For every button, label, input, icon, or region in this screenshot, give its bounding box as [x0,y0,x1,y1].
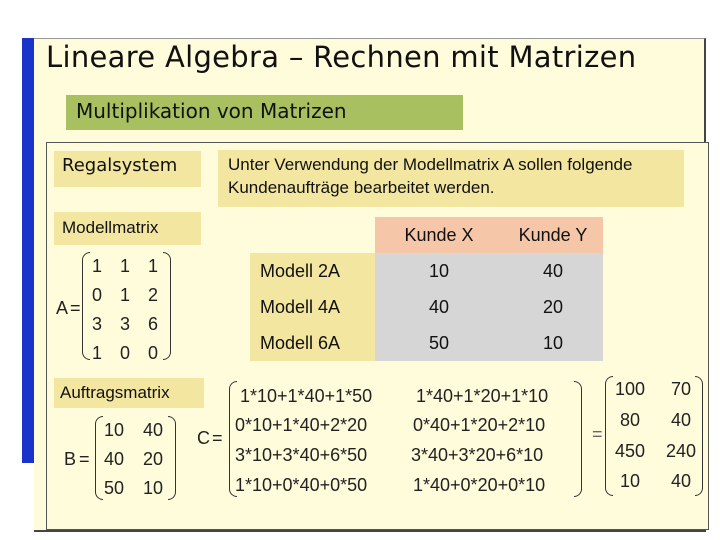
matrix-a-cell: 2 [147,285,158,305]
regalsystem-label: Regalsystem [54,151,201,187]
matrix-c-expression: 0*40+1*20+2*10 [413,415,546,435]
matrix-b-cell: 10 [103,420,125,440]
matrix-b-cell: 40 [103,449,125,469]
accent-bar [22,38,34,463]
matrix-a-cell: 3 [119,314,130,334]
matrix-a-left-bracket [82,252,90,360]
equals-sign: = [592,424,603,444]
matrix-c-expression: 1*40+0*20+0*10 [413,475,546,495]
matrix-a-name: A [56,298,69,318]
order-table-cell: 20 [503,289,603,325]
order-table-row [250,289,603,325]
matrix-c-right-bracket [574,381,582,497]
slide-subtitle: Multiplikation von Matrizen [66,95,463,130]
order-table-header: Kunde Y [503,217,603,253]
equals-sign: = [70,298,81,318]
matrix-b-right-bracket [168,416,176,500]
order-table-cell: 10 [503,325,603,361]
matrix-b-cell: 10 [142,478,164,498]
matrix-c-expression: 3*10+3*40+6*50 [235,445,368,465]
result-cell: 70 [670,379,692,399]
matrix-b-name: B [64,449,77,469]
slide-title: Lineare Algebra – Rechnen mit Matrizen [46,40,637,74]
matrix-a-cell: 0 [119,343,130,363]
matrix-a-cell: 3 [91,314,102,334]
result-cell: 40 [670,471,692,491]
matrix-a-cell: 1 [91,343,102,363]
order-table-row-label: Modell 4A [250,289,375,325]
order-table-header: Kunde X [375,217,503,253]
order-table-corner [250,217,375,253]
order-table [250,217,603,361]
matrix-a-cell: 0 [147,343,158,363]
result-cell: 100 [614,379,646,399]
matrix-c-expression: 1*40+1*20+1*10 [416,386,549,406]
equals-sign: = [212,428,223,448]
result-cell: 450 [614,441,646,461]
order-table-cell: 50 [375,325,503,361]
order-table-cell: 10 [375,253,503,289]
matrix-c-expression: 0*10+1*40+2*20 [235,415,368,435]
matrix-c-expression: 1*10+1*40+1*50 [240,386,373,406]
matrix-a-cell: 6 [147,314,158,334]
matrix-a-cell: 1 [91,256,102,276]
result-cell: 240 [665,441,697,461]
result-cell: 80 [619,410,641,430]
equals-sign: = [79,449,90,469]
order-table-row-label: Modell 2A [250,253,375,289]
intro-text: Unter Verwendung der Modellmatrix A sollen folgende Kundenaufträge bearbeitet werden. [218,150,684,207]
result-cell: 40 [670,410,692,430]
result-cell: 10 [619,471,641,491]
matrix-a-cell: 0 [91,285,102,305]
matrix-c-expression: 1*10+0*40+0*50 [235,475,368,495]
order-table-row [250,253,603,289]
matrix-a-cell: 1 [119,256,130,276]
matrix-b-cell: 50 [103,478,125,498]
matrix-c-name: C [197,428,210,448]
order-table-row-label: Modell 6A [250,325,375,361]
matrix-a-cell: 1 [119,285,130,305]
matrix-c-expression: 3*40+3*20+6*10 [411,445,544,465]
order-table-row [250,325,603,361]
matrix-a-cell: 1 [147,256,158,276]
matrix-a-right-bracket [163,252,171,360]
matrix-b-cell: 20 [142,449,164,469]
order-table-cell: 40 [503,253,603,289]
auftragsmatrix-label: Auftragsmatrix [54,378,204,408]
order-table-cell: 40 [375,289,503,325]
matrix-b-cell: 40 [142,420,164,440]
modellmatrix-label: Modellmatrix [54,212,201,245]
order-table-header-row [250,217,603,253]
